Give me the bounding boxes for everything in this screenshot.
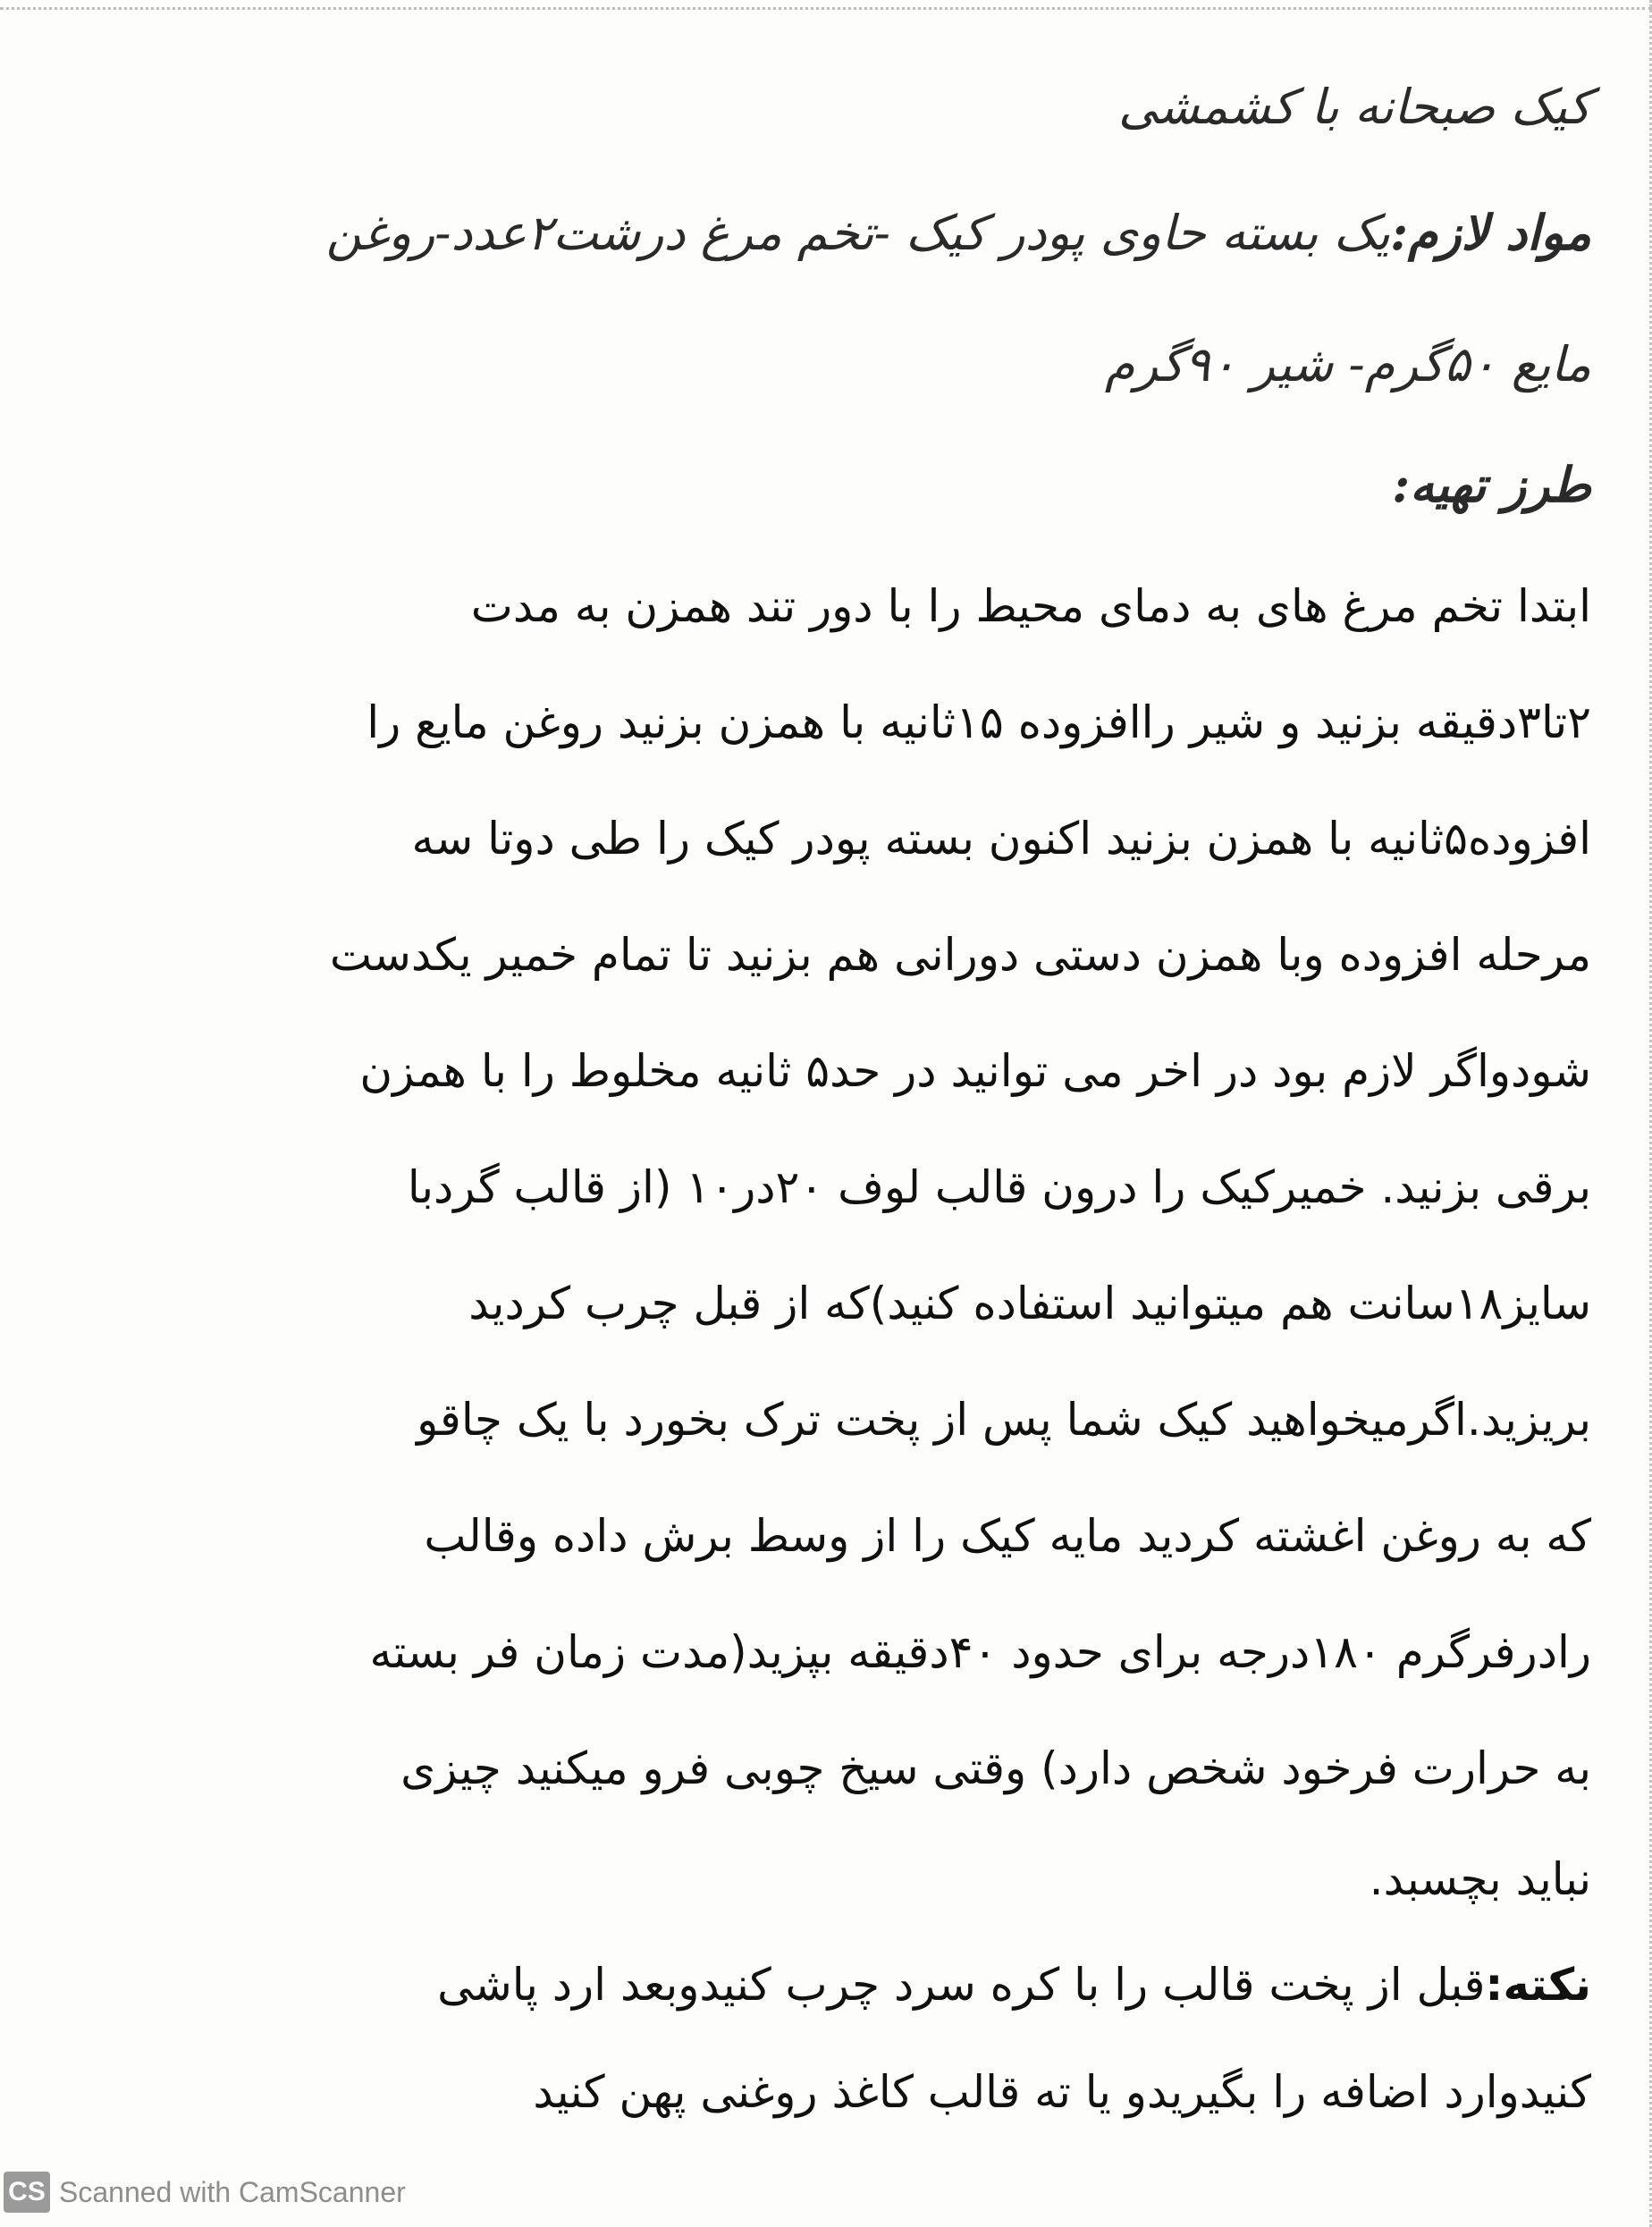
method-line: افزوده۵ثانیه با همزن بزنید اکنون بسته پودر کیک را طی دوتا سه — [411, 813, 1591, 865]
top-dotted-rule — [0, 7, 1652, 10]
method-line: ۲تا۳دقیقه بزنید و شیر راافزوده ۱۵ثانیه با همزن بزنید روغن مایع را — [367, 696, 1591, 748]
method-line: رادرفرگرم ۱۸۰درجه برای حدود ۴۰دقیقه بپزید(مدت زمان فر بسته — [369, 1626, 1591, 1678]
note-line-2: کنیدوارد اضافه را بگیریدو یا ته قالب کاغذ روغنی پهن کنید — [533, 2066, 1591, 2118]
method-label: طرز تهیه: — [1392, 456, 1591, 513]
ingredients-label: مواد لازم: — [1390, 204, 1591, 261]
note-text-1: قبل از پخت قالب را با کره سرد چرب کنیدوبعد ارد پاشی — [437, 1959, 1486, 2011]
camscanner-text: Scanned with CamScanner — [59, 2175, 406, 2208]
method-line: نباید بچسبد. — [1369, 1853, 1591, 1905]
method-line: شودواگر لازم بود در اخر می توانید در حد۵ ثانیه مخلوط را با همزن — [359, 1045, 1591, 1097]
ingredients-line-2: مایع ۵۰گرم- شیر ۹۰گرم — [1104, 336, 1591, 392]
ingredients-line-1 — [89, 197, 1591, 269]
method-line: بریزید.اگرمیخواهید کیک شما پس از پخت ترک بخورد با یک چاقو — [417, 1394, 1591, 1446]
note-line-1 — [89, 1949, 1591, 2020]
method-line: که به روغن اغشته کردید مایه کیک را از وسط برش داده وقالب — [424, 1510, 1591, 1562]
camscanner-watermark — [0, 2167, 406, 2217]
ingredients-text-1: یک بسته حاوی پودر کیک -تخم مرغ درشت۲عدد-روغن — [325, 205, 1391, 261]
note-label: نکته: — [1485, 1959, 1591, 2011]
method-line: برقی بزنید. خمیرکیک را درون قالب لوف ۲۰در۱۰ (از قالب گردبا — [407, 1161, 1591, 1213]
recipe-title: کیک صبحانه با کشمشی — [1117, 79, 1591, 135]
camscanner-logo: CS — [4, 2172, 50, 2213]
method-line: مرحله افزوده وبا همزن دستی دورانی هم بزنید تا تمام خمیر یکدست — [329, 929, 1591, 981]
method-line: ابتدا تخم مرغ های به دمای محیط را با دور تند همزن به مدت — [470, 580, 1591, 632]
method-line: سایز۱۸سانت هم میتوانید استفاده کنید)که از قبل چرب کردید — [468, 1278, 1591, 1329]
method-line: به حرارت فرخود شخص دارد) وقتی سیخ چوبی فرو میکنید چیزی — [400, 1742, 1591, 1794]
